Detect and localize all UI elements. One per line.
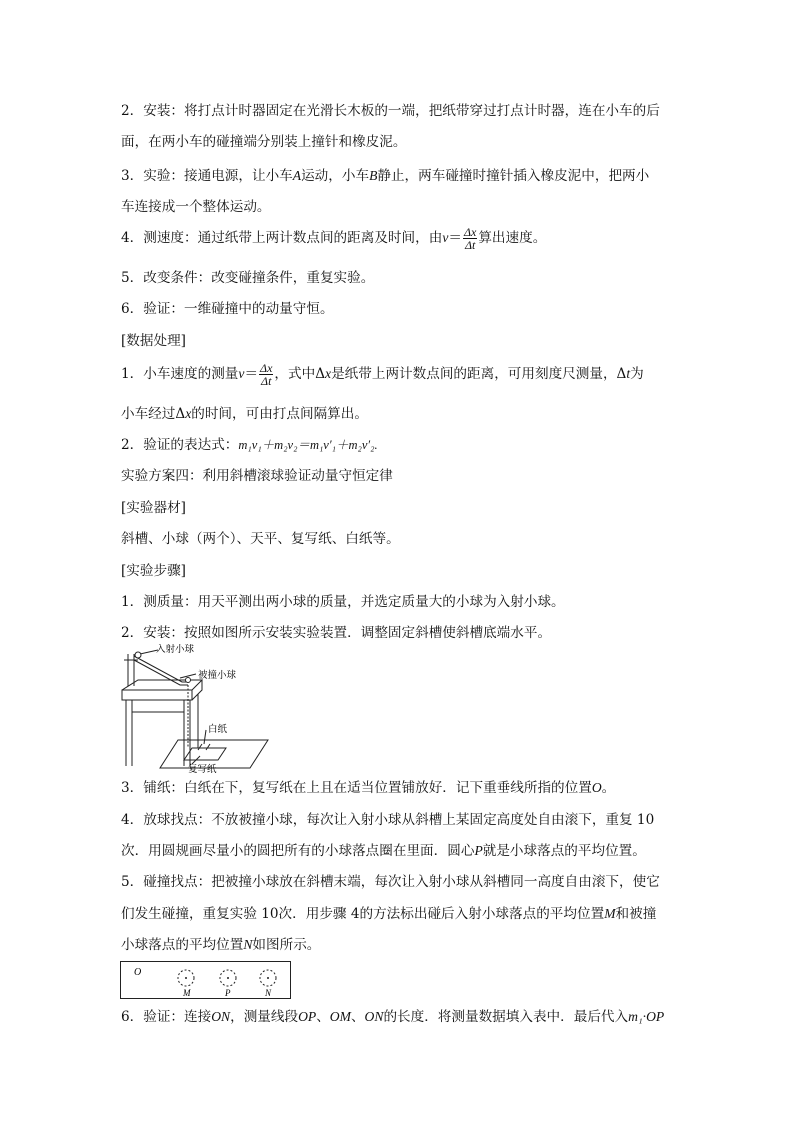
text-span: 、 <box>316 1009 330 1025</box>
point-p: P <box>474 843 483 858</box>
struck-ball <box>186 678 191 683</box>
text-span: 静止，两车碰撞时撞针插入橡皮泥中，把两小 <box>377 168 650 184</box>
segment-on: ON <box>364 1009 384 1024</box>
text-line-16: 1．测质量：用天平测出两小球的质量，并选定质量大的小球为入射小球。 <box>121 594 565 610</box>
text-line-14: 斜槽、小球（两个）、天平、复写纸、白纸等。 <box>121 531 400 547</box>
label-o: O <box>134 967 142 978</box>
text-line-4: 车连接成一个整体运动。 <box>121 199 271 215</box>
text-line-21: 5．碰撞找点：把被撞小球放在斜槽末端，每次让入射小球从斜槽同一高度自由滚下，使它 <box>121 874 660 890</box>
var-v: v <box>442 230 449 245</box>
text-line-7: 6．验证：一维碰撞中的动量守恒。 <box>121 301 334 317</box>
landing-points-figure <box>120 961 292 1001</box>
text-line-10 <box>121 404 368 424</box>
var-t: t <box>626 366 631 381</box>
text-line-6: 5．改变条件：改变碰撞条件，重复实验。 <box>121 270 375 286</box>
text-line-3 <box>121 166 649 186</box>
text-span: 1．小车速度的测量 <box>121 366 239 382</box>
text-span: 小车经过Δ <box>121 406 186 422</box>
chute-track <box>134 656 188 682</box>
segment-op: OP <box>298 1009 317 1024</box>
text-span: 算出速度。 <box>478 230 547 246</box>
var-b: B <box>369 168 378 183</box>
text-span: 就是小球落点的平均位置。 <box>482 843 646 859</box>
chute-post <box>128 654 134 686</box>
text-span: 2．验证的表达式： <box>121 437 239 453</box>
text-span: 和被撞 <box>615 906 657 922</box>
label-incident-ball: 入射小球 <box>156 644 195 655</box>
table-top <box>122 690 192 700</box>
fraction-numerator: Δx <box>463 225 477 239</box>
text-line-20 <box>121 841 646 861</box>
var-x: x <box>185 406 192 421</box>
point-o: O <box>591 780 602 795</box>
text-span: 3．实验：接通电源，让小车 <box>121 168 293 184</box>
text-line-11 <box>121 435 378 455</box>
text-span: 。 <box>601 780 616 796</box>
segment-on: ON <box>211 1009 231 1024</box>
text-span: 们发生碰撞，重复实验 10次．用步骤 4的方法标出碰后入射小球落点的平均位置 <box>121 906 605 922</box>
text-line-23 <box>121 935 320 955</box>
point-m: M <box>604 906 616 921</box>
text-line-18 <box>121 778 615 798</box>
text-line-24 <box>121 1007 664 1027</box>
text-span: 的时间，可由打点间隔算出。 <box>191 406 368 422</box>
section-heading-scheme4: 实验方案四：利用斜槽滚球验证动量守恒定律 <box>121 468 393 484</box>
apparatus-figure <box>118 644 314 774</box>
label-n: N <box>265 988 272 998</box>
incident-ball <box>135 652 141 658</box>
text-span: 次．用圆规画尽量小的圆把所有的小球落点圈在里面．圆心 <box>121 843 475 859</box>
segment-om: OM <box>329 1009 351 1024</box>
label-m: M <box>183 988 191 998</box>
fraction-denominator: Δt <box>261 374 272 388</box>
text-span: 小球落点的平均位置 <box>121 937 244 953</box>
text-line-17: 2．安装：按照如图所示安装实验装置．调整固定斜槽使斜槽底端水平。 <box>121 625 552 641</box>
equals-sign: ＝ <box>448 230 462 246</box>
table-leg-left <box>126 700 132 766</box>
equals-sign: ＝ <box>244 366 259 382</box>
var-a: A <box>292 168 302 183</box>
text-span: 是纸带上两计数点间的距离，可用刻度尺测量，Δ <box>331 366 627 382</box>
momentum-formula: m₁v₁＋m₂v₂＝m₁v′₁＋m₂v′₂. <box>238 438 378 452</box>
text-line-19: 4．放球找点：不放被撞小球，每次让入射小球从斜槽上某固定高度处自由滚下，重复 10 <box>121 812 655 828</box>
text-span: 、 <box>350 1009 365 1025</box>
text-line-9 <box>121 362 644 387</box>
var-v: v <box>238 366 245 381</box>
var-x: x <box>325 366 332 381</box>
section-heading-data: [数据处理] <box>121 333 186 349</box>
formula-start: m₁·OP <box>628 1009 665 1024</box>
text-line-1: 2．安装：将打点计时器固定在光滑长木板的一端，把纸带穿过打点计时器，连在小车的后 <box>121 103 660 119</box>
label-carbon-paper: 复写纸 <box>188 764 217 774</box>
text-span: 的长度．将测量数据填入表中．最后代入 <box>383 1009 629 1025</box>
text-span: 为 <box>630 366 644 382</box>
text-line-5 <box>121 226 546 251</box>
label-struck-ball: 被撞小球 <box>198 670 237 681</box>
text-line-22 <box>121 904 656 924</box>
text-span: 如图所示。 <box>252 937 321 953</box>
text-span: 6．验证：连接 <box>121 1009 212 1025</box>
section-heading-steps: [实验步骤] <box>121 563 186 579</box>
point-n: N <box>243 937 253 952</box>
section-heading-materials: [实验器材] <box>121 500 186 516</box>
fraction-denominator: Δt <box>464 238 476 252</box>
label-white-paper: 白纸 <box>208 724 228 735</box>
text-span: ，测量线段 <box>230 1009 299 1025</box>
white-paper-leader <box>204 730 206 744</box>
velocity-fraction <box>259 362 273 387</box>
text-span: 3．铺纸：白纸在下，复写纸在上且在适当位置铺放好．记下重垂线所指的位置 <box>121 780 592 796</box>
text-line-2: 面，在两小车的碰撞端分别装上撞针和橡皮泥。 <box>121 134 407 150</box>
fraction-numerator: Δx <box>260 361 273 375</box>
velocity-fraction <box>463 226 477 251</box>
text-span: 4．测速度：通过纸带上两计数点间的距离及时间，由 <box>121 230 443 246</box>
text-span: 运动，小车 <box>301 168 370 184</box>
label-p: P <box>225 988 231 998</box>
text-span: ，式中Δ <box>274 366 326 382</box>
